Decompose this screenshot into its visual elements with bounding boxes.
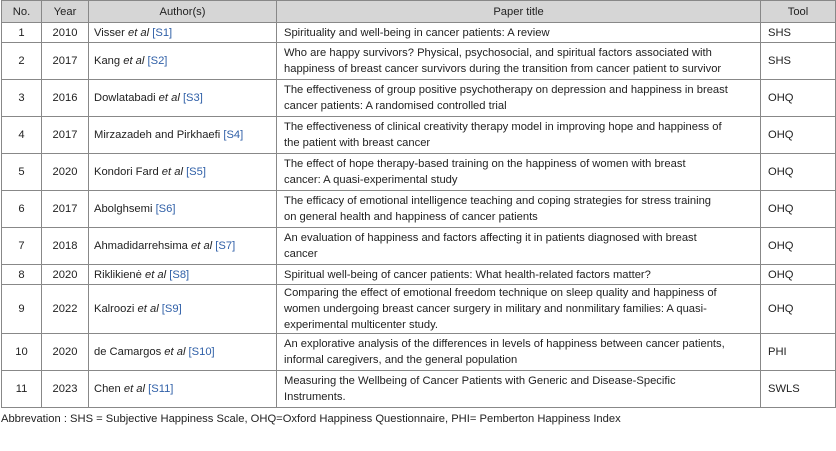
header-no: No. [2, 1, 42, 23]
cell-year: 2023 [42, 371, 89, 408]
table-row [2, 23, 836, 43]
title-line: the patient with breast cancer [284, 137, 431, 149]
author-etal: et al [187, 240, 213, 252]
cell-tool: OHQ [761, 285, 836, 334]
cell-year: 2010 [42, 23, 89, 43]
author-name: Visser [94, 26, 125, 39]
header-authors: Author(s) [89, 1, 277, 23]
table-row [2, 154, 836, 191]
title-line: on general health and happiness of cancer patients [284, 211, 538, 223]
table-row [2, 43, 836, 80]
table-row [2, 265, 836, 285]
cell-no: 1 [2, 23, 42, 43]
abbreviation-footnote: Abbrevation : SHS = Subjective Happiness Scale, OHQ=Oxford Happiness Questionnaire, PHI= Pemberton Happiness Index [1, 413, 621, 425]
cell-title [277, 228, 761, 265]
cell-tool: SHS [761, 23, 836, 43]
author-name: Ahmadidarrehsima [94, 240, 188, 252]
cell-year: 2016 [42, 80, 89, 117]
cell-author [89, 154, 277, 191]
cell-no: 4 [2, 117, 42, 154]
title-line: Instruments. [284, 391, 346, 403]
title-line: Measuring the Wellbeing of Cancer Patients with Generic and Disease-Specific [284, 375, 676, 387]
table-row [2, 371, 836, 408]
title-line: informal caregivers, and the general population [284, 354, 518, 366]
title-line: The effect of hope therapy-based training on the happiness of women with breast [284, 158, 686, 170]
reference-link[interactable]: [S10] [188, 346, 215, 358]
cell-no: 2 [2, 43, 42, 80]
table-row [2, 117, 836, 154]
cell-title [277, 80, 761, 117]
cell-title [277, 334, 761, 371]
studies-table [1, 0, 836, 408]
title-line: The effectiveness of clinical creativity therapy model in improving hope and happiness of [284, 121, 722, 133]
title-line: happiness of breast cancer survivors during the transition from cancer patient to survivor [284, 63, 722, 75]
cell-no: 8 [2, 265, 42, 285]
author-etal: et al [155, 92, 180, 104]
title-line: An explorative analysis of the differences in levels of happiness between cancer patients, [284, 338, 725, 350]
cell-year: 2020 [42, 265, 89, 285]
title-line: women undergoing breast cancer surgery in military and nonmilitary families: A quasi- [284, 303, 707, 315]
author-name: Mirzazadeh and Pirkhaefi [94, 129, 221, 141]
reference-link[interactable]: [S9] [161, 303, 182, 315]
cell-tool: SHS [761, 43, 836, 80]
header-tool: Tool [761, 1, 836, 23]
cell-author [89, 285, 277, 334]
header-row [2, 1, 836, 23]
cell-author [89, 191, 277, 228]
cell-tool: OHQ [761, 154, 836, 191]
cell-author [89, 228, 277, 265]
author-name: Riklikienė [94, 268, 142, 281]
author-name: Kondori Fard [94, 166, 159, 178]
reference-link[interactable]: [S6] [155, 203, 176, 215]
table-body [2, 23, 836, 408]
cell-title [277, 191, 761, 228]
cell-title [277, 117, 761, 154]
cell-title [277, 265, 761, 285]
author-etal: et al [158, 166, 183, 178]
cell-title [277, 43, 761, 80]
table-row [2, 334, 836, 371]
table-row [2, 285, 836, 334]
cell-year: 2018 [42, 228, 89, 265]
cell-tool: SWLS [761, 371, 836, 408]
cell-tool: OHQ [761, 228, 836, 265]
cell-tool: OHQ [761, 191, 836, 228]
cell-year: 2017 [42, 117, 89, 154]
title-line: The efficacy of emotional intelligence teaching and coping strategies for stress training [284, 195, 712, 207]
cell-author [89, 334, 277, 371]
cell-no: 10 [2, 334, 42, 371]
cell-author [89, 80, 277, 117]
cell-no: 9 [2, 285, 42, 334]
cell-title [277, 23, 761, 43]
cell-no: 3 [2, 80, 42, 117]
author-name: de Camargos [94, 346, 162, 358]
author-etal: et al [134, 303, 159, 315]
header-title: Paper title [277, 1, 761, 23]
reference-link[interactable]: [S4] [223, 129, 244, 141]
title-line: The effectiveness of group positive psychotherapy on depression and happiness in breast [284, 84, 728, 96]
author-name: Chen [94, 383, 121, 395]
cell-year: 2020 [42, 334, 89, 371]
reference-link[interactable]: [S2] [147, 55, 168, 67]
title-line: cancer [284, 248, 318, 260]
cell-author [89, 265, 277, 285]
cell-tool: OHQ [761, 80, 836, 117]
author-name: Dowlatabadi [94, 92, 156, 104]
author-name: Kang [94, 55, 121, 67]
table-row [2, 228, 836, 265]
cell-tool: PHI [761, 334, 836, 371]
cell-title [277, 154, 761, 191]
cell-author [89, 43, 277, 80]
cell-tool: OHQ [761, 265, 836, 285]
title-line: Who are happy survivors? Physical, psychosocial, and spiritual factors associated with [284, 47, 712, 59]
cell-title [277, 371, 761, 408]
author-etal: et al [120, 55, 145, 67]
cell-year: 2022 [42, 285, 89, 334]
reference-link[interactable]: [S11] [148, 383, 174, 395]
reference-link[interactable]: [S1] [152, 26, 173, 39]
cell-tool: OHQ [761, 117, 836, 154]
author-etal: et al [161, 346, 186, 358]
author-etal: et al [120, 383, 146, 395]
cell-author [89, 23, 277, 43]
cell-no: 6 [2, 191, 42, 228]
reference-link[interactable]: [S7] [215, 240, 236, 252]
title-line: cancer: A quasi-experimental study [284, 174, 458, 186]
reference-link[interactable]: [S5] [186, 166, 206, 178]
reference-link[interactable]: [S3] [182, 92, 203, 104]
author-name: Abolghsemi [94, 203, 153, 215]
cell-author [89, 371, 277, 408]
author-etal: et al [124, 26, 150, 39]
title-line: Spirituality and well-being in cancer patients: A review [284, 26, 550, 39]
title-line: Spiritual well-being of cancer patients: What health-related factors matter? [284, 268, 651, 281]
cell-year: 2017 [42, 191, 89, 228]
cell-no: 5 [2, 154, 42, 191]
author-name: Kalroozi [94, 303, 135, 315]
title-line: An evaluation of happiness and factors affecting it in patients diagnosed with breast [284, 232, 697, 244]
cell-title [277, 285, 761, 334]
cell-author [89, 117, 277, 154]
table-row [2, 80, 836, 117]
title-line: experimental multicenter study. [284, 319, 438, 331]
reference-link[interactable]: [S8] [169, 268, 190, 281]
cell-no: 7 [2, 228, 42, 265]
cell-year: 2020 [42, 154, 89, 191]
header-year: Year [42, 1, 89, 23]
table-row [2, 191, 836, 228]
cell-no: 11 [2, 371, 42, 408]
title-line: cancer patients: A randomised controlled trial [284, 100, 507, 112]
cell-year: 2017 [42, 43, 89, 80]
title-line: Comparing the effect of emotional freedom technique on sleep quality and happiness of [284, 287, 717, 299]
author-etal: et al [141, 268, 167, 281]
